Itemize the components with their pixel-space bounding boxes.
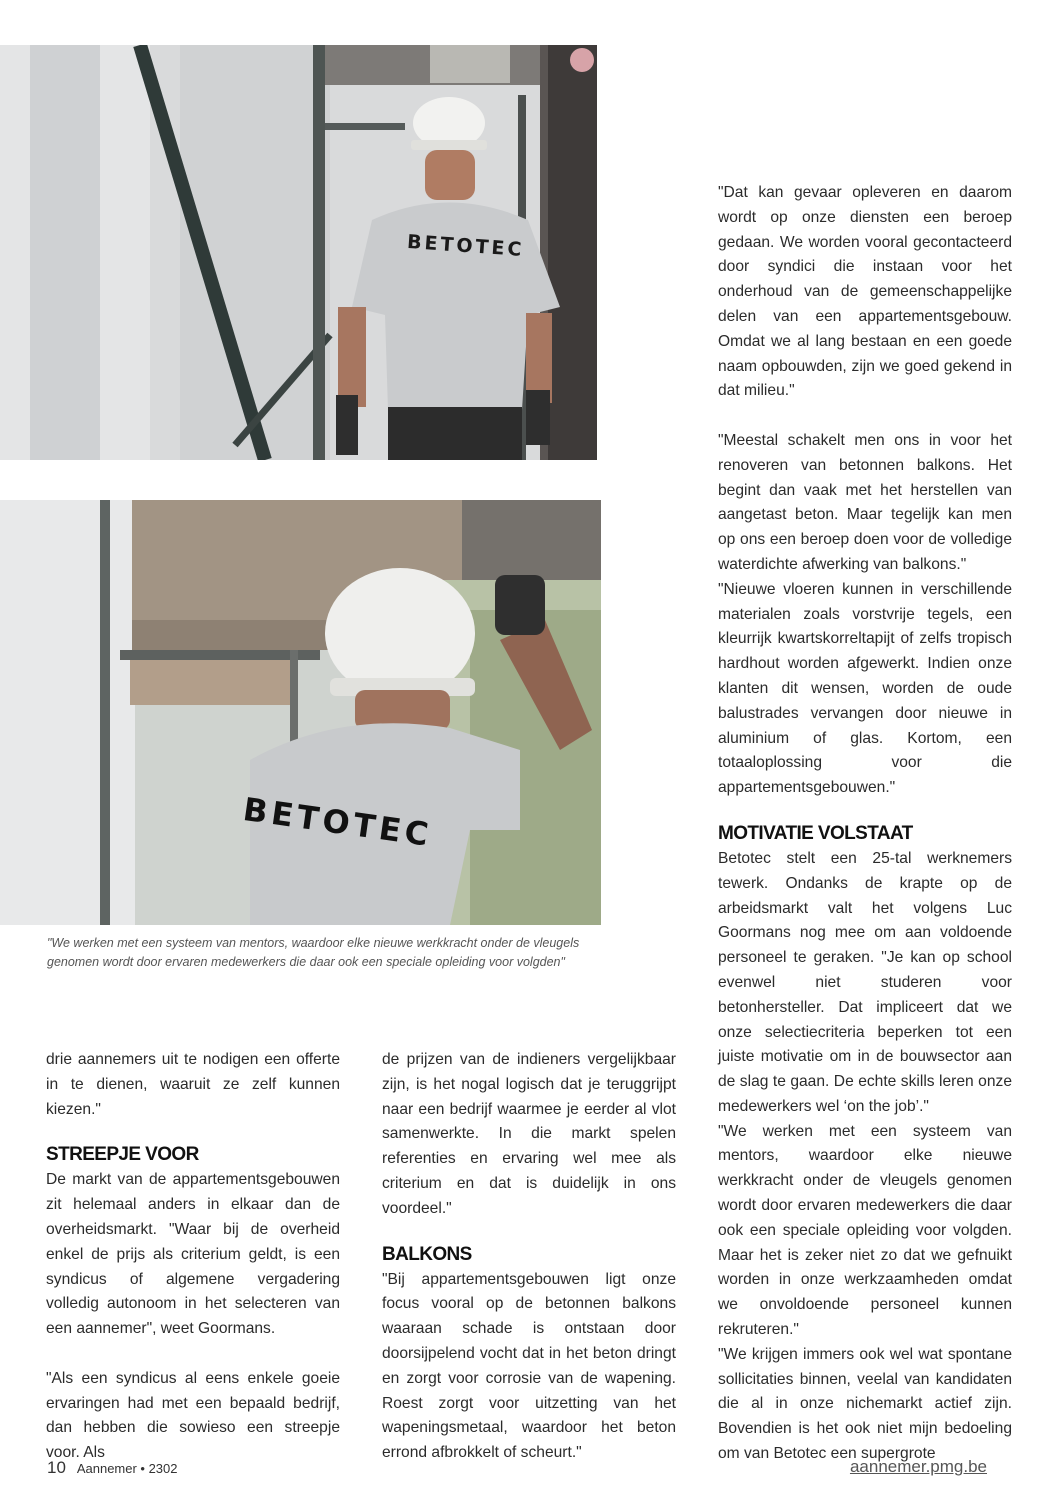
paragraph: De markt van de appartementsgebouwen zit helemaal anders in elkaar dan de overheidsmarkt. "Waar bij de overheid enkel de prijs als criterium geldt, is een syndicus of algemene vergadering volledig autonoom in het selecteren van een aannemer", weet Goormans. bbox=[46, 1171, 340, 1338]
paragraph: "Nieuwe vloeren kunnen in verschillende materialen zoals vorstvrije tegels, een kleurrijk kwartskorreltapijt of zelfs tropisch hardhout worden afgewerkt. Indien onze klanten dit wensen, worden de oude balustrades vervangen door nieuwe in aluminium of glas. Kortom, een totaaloplossing voor die appartementsgebouwen." bbox=[718, 580, 1012, 797]
text-column-2 bbox=[382, 1048, 676, 1466]
section-heading-balkons: BALKONS bbox=[382, 1243, 472, 1265]
section-heading-motivatie-volstaat: MOTIVATIE VOLSTAAT bbox=[718, 822, 913, 844]
page-number: 10 bbox=[47, 1458, 66, 1477]
photo-worker-balcony bbox=[0, 500, 601, 925]
section-heading-streepje-voor: STREEPJE VOOR bbox=[46, 1144, 199, 1166]
paragraph: "We krijgen immers ook wel wat spontane sollicitaties binnen, veelal van kandidaten die al in onze nichemarkt actief zijn. Bovendien is het ook niet mijn bedoeling om van Betotec een supergrote bbox=[718, 1345, 1012, 1463]
website-link[interactable]: aannemer.pmg.be bbox=[849, 1457, 987, 1476]
paragraph: Betotec stelt een 25-tal werknemers tewerk. Ondanks de krapte op de arbeidsmarkt valt het volgens Luc Goormans nog mee om aan voldoende personeel te geraken. "Je kan op school evenwel niet studeren voor betonhersteller. Dat impliceert dat we onze selectiecriteria beperken tot een juiste motivatie om in de bouwsector aan de slag te gaan. De echte skills leren onze medewerkers wel ‘on the job’." bbox=[718, 849, 1012, 1115]
photo-caption: "We werken met een systeem van mentors, waardoor elke nieuwe werkkracht onder de vleugels genomen wordt door ervaren medewerkers die daar ook een speciale opleiding voor volgden" bbox=[47, 936, 580, 969]
shirt-logo-text: BETOTEC bbox=[406, 230, 526, 262]
paragraph: "Meestal schakelt men ons in voor het renoveren van betonnen balkons. Het begint dan vaak met het herstellen van aangetast beton. Maar tegelijk kan men op ons een beroep doen voor de volledige waterdichte afwerking van balkons." bbox=[718, 431, 1012, 573]
text-column-3 bbox=[718, 181, 1012, 1467]
paragraph: "Als een syndicus al eens enkele goeie ervaringen had met een bepaald bedrijf, dan hebben die sowieso een streepje voor. Als bbox=[46, 1369, 340, 1462]
paragraph: drie aannemers uit te nodigen een offerte in te dienen, waaruit ze zelf kunnen kiezen." bbox=[46, 1051, 340, 1118]
footer-publication-info bbox=[47, 1458, 178, 1478]
paragraph: de prijzen van de indieners vergelijkbaar zijn, is het nogal logisch dat je teruggrijpt naar een bedrijf waarmee je eerder al vlot samenwerkte. In die markt spelen referenties en ervaring wel mee als criterium en dat is duidelijk in ons voordeel." bbox=[382, 1051, 676, 1217]
paragraph: "Bij appartementsgebouwen ligt onze focus vooral op de betonnen balkons waaraan schade is ontstaan door doorsijpelend vocht dat in het beton dringt en zorgt voor corrosie van de wapening. Roest zorgt voor uitzetting van het wapeningsmetaal, waardoor het beton errond afbrokkelt of scheurt." bbox=[382, 1270, 676, 1462]
paragraph: "Dat kan gevaar opleveren en daarom wordt op onze diensten een beroep gedaan. We worden vooral gecontacteerd door syndici die instaan voor het onderhoud van de gemeenschappelijke delen van een appartementsgebouw. Omdat we al lang bestaan en een goede naam opbouwden, zijn we goed gekend in dat milieu." bbox=[718, 184, 1012, 400]
paragraph: "We werken met een systeem van mentors, waardoor elke nieuwe werkkracht onder de vleugels genomen wordt door ervaren medewerkers die daar ook een speciale opleiding voor volgden. Maar het is zeker niet zo dat we gefnuikt worden in onze werkzaamheden omdat we onvoldoende personeel kunnen rekruteren." bbox=[718, 1122, 1012, 1339]
photo-worker-scaffolding bbox=[0, 45, 597, 460]
text-column-1 bbox=[46, 1048, 340, 1466]
publication-issue: Aannemer • 2302 bbox=[76, 1461, 178, 1476]
shirt-logo-text: BETOTEC bbox=[240, 790, 435, 855]
